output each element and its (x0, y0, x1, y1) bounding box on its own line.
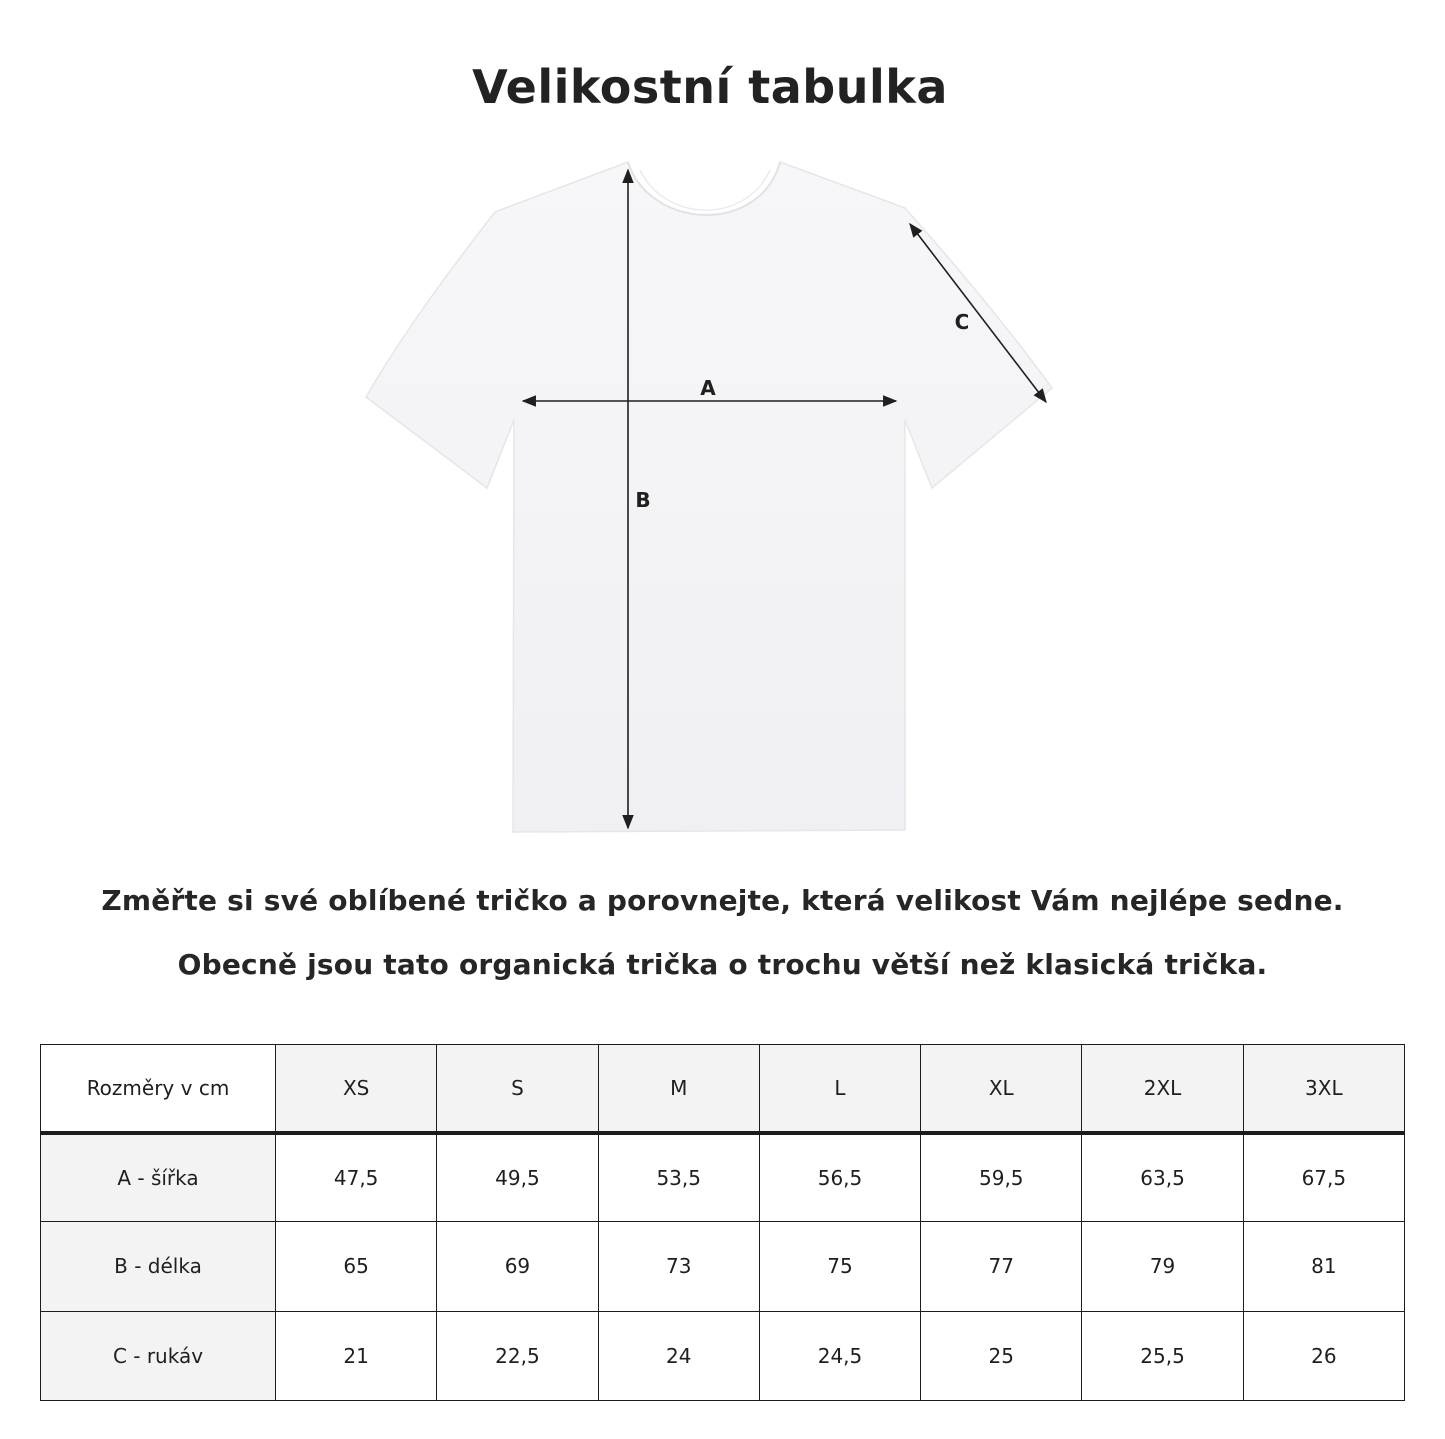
table-cell: 69 (437, 1222, 598, 1311)
table-cell: 75 (759, 1222, 920, 1311)
table-cell: 65 (276, 1222, 437, 1311)
size-header-3xl: 3XL (1243, 1045, 1404, 1133)
table-cell: 21 (276, 1311, 437, 1400)
size-header-s: S (437, 1045, 598, 1133)
row-label-sleeve: C - rukáv (41, 1311, 276, 1400)
row-label-width: A - šířka (41, 1133, 276, 1222)
table-cell: 24 (598, 1311, 759, 1400)
description-line-2: Obecně jsou tato organická trička o trochu větší než klasická trička. (177, 948, 1268, 981)
table-cell: 63,5 (1082, 1133, 1243, 1222)
table-row (41, 1222, 1405, 1311)
size-table (40, 1044, 1405, 1401)
table-cell: 24,5 (759, 1311, 920, 1400)
size-header-xl: XL (921, 1045, 1082, 1133)
table-cell: 25 (921, 1311, 1082, 1400)
table-row (41, 1311, 1405, 1400)
row-label-length: B - délka (41, 1222, 276, 1311)
page-title: Velikostní tabulka (472, 60, 948, 114)
table-cell: 67,5 (1243, 1133, 1404, 1222)
table-cell: 56,5 (759, 1133, 920, 1222)
size-header-xs: XS (276, 1045, 437, 1133)
table-cell: 49,5 (437, 1133, 598, 1222)
description-line-1: Změřte si své oblíbené tričko a porovnejte, která velikost Vám nejlépe sedne. (101, 884, 1344, 917)
table-corner-label: Rozměry v cm (41, 1045, 276, 1133)
table-cell: 73 (598, 1222, 759, 1311)
table-cell: 77 (921, 1222, 1082, 1311)
table-cell: 25,5 (1082, 1311, 1243, 1400)
table-cell: 47,5 (276, 1133, 437, 1222)
table-cell: 26 (1243, 1311, 1404, 1400)
table-cell: 79 (1082, 1222, 1243, 1311)
size-header-m: M (598, 1045, 759, 1133)
measure-label-a: A (700, 376, 716, 400)
tshirt-illustration (366, 162, 1052, 832)
table-cell: 59,5 (921, 1133, 1082, 1222)
table-cell: 22,5 (437, 1311, 598, 1400)
measure-label-c: C (954, 310, 970, 334)
size-table-header-row (41, 1045, 1405, 1133)
measure-label-b: B (635, 488, 651, 512)
table-cell: 81 (1243, 1222, 1404, 1311)
table-row (41, 1133, 1405, 1222)
table-cell: 53,5 (598, 1133, 759, 1222)
size-header-l: L (759, 1045, 920, 1133)
size-header-2xl: 2XL (1082, 1045, 1243, 1133)
